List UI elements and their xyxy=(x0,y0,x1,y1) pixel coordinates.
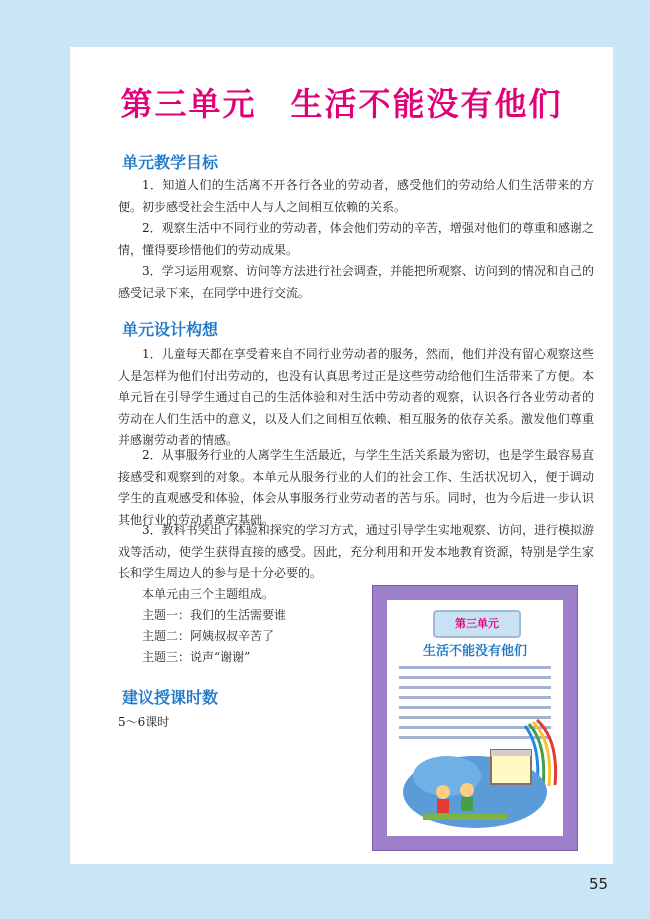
chapter-title: 第三单元 生活不能没有他们 xyxy=(120,85,563,123)
goal-item: 1．知道人们的生活离不开各行各业的劳动者，感受他们的劳动给人们生活带来的方便。初步感受社会生活中人与人之间相互依赖的关系。 xyxy=(118,178,594,214)
goal-item: 3．学习运用观察、访问等方法进行社会调查，并能把所观察、访问到的情况和自己的感受记录下来，在同学中进行交流。 xyxy=(118,264,594,300)
design-item: 3．教科书突出了体验和探究的学习方式，通过引导学生实地观察、访问，进行模拟游戏等活动，使学生获得直接的感受。因此，充分利用和开发本地教育资源，特别是学生家长和学生周边人的参与是十分必要的。 xyxy=(118,523,594,580)
cover-scene-image xyxy=(387,600,563,836)
hours-value: 5～6课时 xyxy=(118,715,170,729)
cover-inner xyxy=(387,600,563,836)
cover-banner: 第三单元 xyxy=(433,610,521,638)
goals-heading: 单元教学目标 xyxy=(122,153,219,172)
design-item: 2．从事服务行业的人离学生生活最近，与学生生活关系最为密切，也是学生最容易直接感受和观察到的对象。本单元从服务行业的人们的社会工作、生活状况切入，便于调动学生的直观感受和体验，体会从事服务行业劳动者的苦与乐。同时，也为今后进一步认识其他行业的劳动者奠定基础。 xyxy=(118,448,594,527)
page-number: 55 xyxy=(589,875,609,893)
cover-title: 生活不能没有他们 xyxy=(422,644,527,659)
cover-illustration xyxy=(372,585,578,851)
topic-item: 主题一：我们的生活需要谁 xyxy=(142,608,287,622)
goal-item: 2．观察生活中不同行业的劳动者，体会他们劳动的辛苦，增强对他们的尊重和感谢之情，懂得要珍惜他们的劳动成果。 xyxy=(118,221,594,257)
design-item: 1．儿童每天都在享受着来自不同行业劳动者的服务，然而，他们并没有留心观察这些人是怎样为他们付出劳动的，也没有认真思考过正是这些劳动给他们生活带来了方便。本单元旨在引导学生通过自己的生活体验和对生活中劳动者的观察，认识各行各业劳动者的劳动在人们生活中的意义，以及人们之间相互依赖、相互服务的依存关系。激发他们尊重并感谢劳动者的情感。 xyxy=(118,347,594,447)
page xyxy=(70,47,613,864)
design-heading: 单元设计构想 xyxy=(122,320,219,339)
topic-item: 主题三：说声“谢谢” xyxy=(142,650,251,664)
design-intro: 本单元由三个主题组成。 xyxy=(142,587,275,601)
hours-heading: 建议授课时数 xyxy=(122,688,219,707)
topic-item: 主题二：阿姨叔叔辛苦了 xyxy=(142,629,275,643)
